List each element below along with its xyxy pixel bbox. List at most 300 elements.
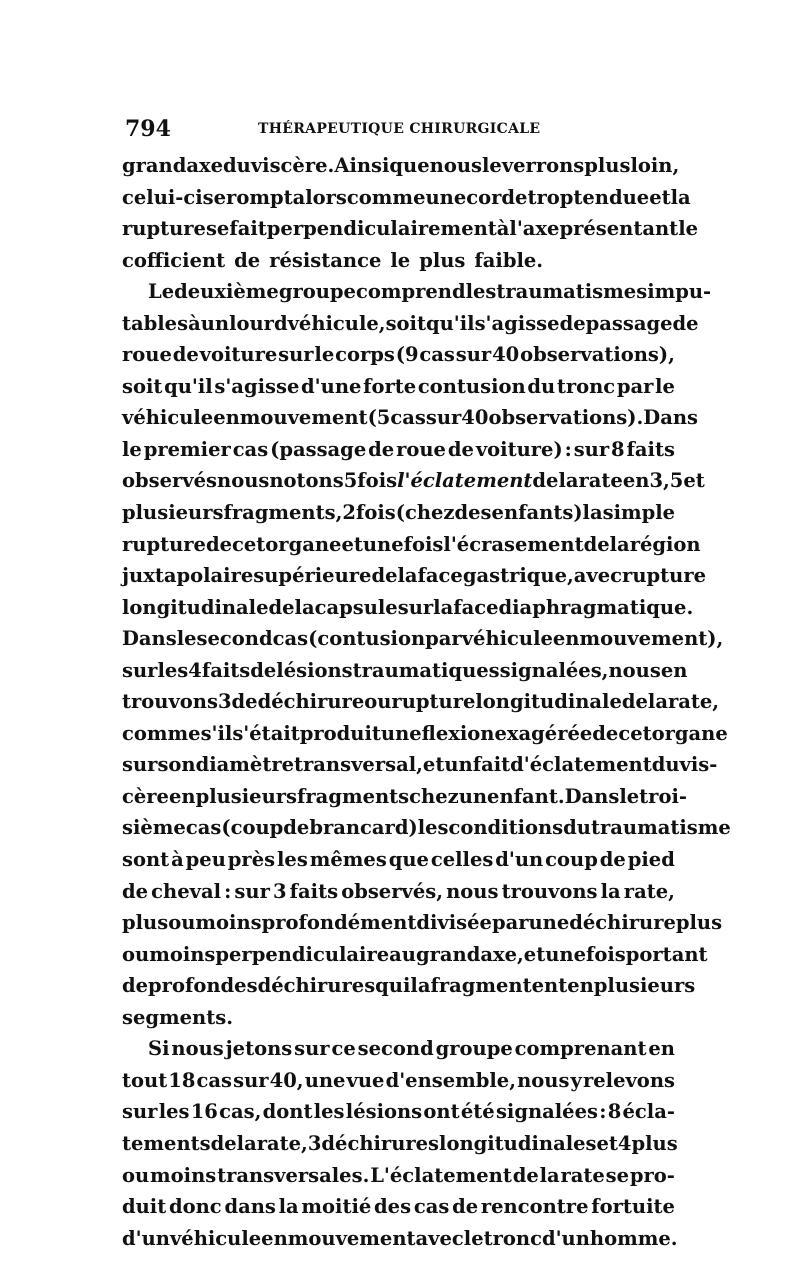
word: cas (390, 406, 426, 430)
word: au (389, 942, 416, 966)
word: soit (122, 374, 163, 398)
word: cofficient (122, 248, 226, 272)
word: contusion (417, 374, 526, 398)
word: diaphragmatique. (498, 595, 694, 619)
word: fait (229, 217, 267, 241)
word: le (390, 248, 411, 272)
word: verrons (501, 154, 585, 177)
word: corps (335, 343, 395, 367)
word: d'un (541, 1226, 590, 1250)
word: vis- (679, 753, 718, 777)
word: l'éclatement (397, 469, 533, 493)
word: Si (148, 1037, 170, 1061)
word: sur (573, 437, 610, 461)
word: 18 (168, 1068, 196, 1092)
word: de (532, 469, 559, 493)
word: Dans (564, 784, 620, 808)
word: et (596, 1131, 618, 1155)
word: cère (122, 784, 169, 808)
word: se (205, 217, 230, 241)
text-line (122, 465, 705, 497)
word: la (558, 469, 579, 493)
word: d'une (301, 374, 362, 398)
word: la (294, 595, 315, 619)
word: faits (201, 658, 251, 682)
word: loin, (630, 154, 680, 177)
word: ce (331, 1037, 356, 1061)
word: nous (217, 469, 270, 493)
text-line (122, 686, 720, 718)
word: de (231, 690, 258, 714)
word: traumatismes (496, 280, 648, 304)
word: enfants) (491, 501, 583, 525)
word: ou (122, 1163, 150, 1187)
word: nous (446, 879, 499, 903)
word: second (196, 627, 273, 651)
word: la (647, 690, 668, 714)
word: de (599, 848, 626, 872)
word: en (622, 469, 650, 493)
running-head (125, 116, 675, 142)
word: qui (375, 974, 411, 998)
word: 40 (492, 343, 520, 367)
word: sur (278, 343, 314, 367)
word: à (188, 311, 201, 335)
word: de (621, 690, 648, 714)
word: véhicule (169, 1226, 262, 1250)
word: 3 (217, 690, 232, 714)
word: viscère. (250, 154, 335, 177)
word: un (444, 753, 473, 777)
word: le (176, 627, 197, 651)
word: plus (675, 911, 723, 935)
word: du (563, 816, 591, 840)
word: brancard) (309, 816, 418, 840)
word: du (223, 154, 251, 177)
word: observés, (341, 879, 443, 903)
word: 3 (272, 879, 287, 903)
word: donc (168, 1195, 222, 1219)
word: moins (195, 911, 262, 935)
word: coup (545, 848, 598, 872)
word: Dans (643, 406, 698, 430)
word: un (200, 311, 230, 335)
word: rate, (256, 1131, 308, 1155)
word: notons (269, 469, 344, 493)
word: lourd (229, 311, 288, 335)
word: homme. (589, 1226, 678, 1250)
word: nous (171, 1037, 224, 1061)
word: 3,5 (649, 469, 684, 493)
word: d'un (495, 848, 544, 872)
word: le (314, 343, 335, 367)
word: des (454, 501, 492, 525)
word: une (545, 942, 586, 966)
word: résistance (269, 248, 382, 272)
word: écla- (622, 1100, 675, 1124)
word: par (616, 374, 654, 398)
word: de (210, 1131, 237, 1155)
word: la (236, 1131, 257, 1155)
word: vue (346, 1068, 385, 1092)
word: de (122, 974, 149, 998)
word: relevons (582, 1068, 675, 1092)
word: de (234, 248, 261, 272)
word: faits (626, 437, 675, 461)
word: de (592, 721, 619, 745)
word: sur (234, 879, 270, 903)
word: s'il (200, 721, 233, 745)
word: : (564, 437, 572, 461)
word: la (609, 532, 630, 556)
word: la (600, 879, 621, 903)
text-line (122, 402, 698, 434)
word: avec (573, 564, 623, 588)
text-line (122, 434, 675, 466)
word: l'écrasement (443, 532, 584, 556)
word: véhicule (122, 406, 214, 430)
word: nous (517, 1068, 570, 1092)
word: la (582, 501, 603, 525)
word: la (670, 185, 691, 209)
word: sur (294, 1037, 330, 1061)
text-line (122, 749, 718, 781)
word: profondément (261, 911, 417, 935)
text-line (122, 939, 708, 971)
text-line (122, 1160, 675, 1192)
word: une (380, 721, 422, 745)
word: 5 (343, 469, 358, 493)
word: cas (413, 1195, 450, 1219)
word: une (425, 185, 467, 209)
word: ont (423, 1100, 460, 1124)
text-line (122, 1223, 678, 1255)
text-line (122, 182, 691, 214)
word: sième (122, 816, 186, 840)
word: Le (148, 280, 175, 304)
word: de (205, 532, 232, 556)
word: exagérée (494, 721, 593, 745)
word: cheval (151, 879, 221, 903)
word: perpendiculairement (266, 217, 497, 241)
word: organe (651, 721, 728, 745)
text-line (122, 308, 699, 340)
word: en (168, 784, 196, 808)
word: capsule (314, 595, 398, 619)
word: et (649, 185, 671, 209)
text-line (122, 1033, 675, 1065)
word: cet (232, 532, 266, 556)
word: (contusion (308, 627, 426, 651)
word: 4 (188, 658, 202, 682)
word: voiture (199, 343, 278, 367)
text-line (122, 497, 675, 529)
word: (5 (367, 406, 391, 430)
word: L'éclatement (370, 1163, 512, 1187)
word: sur (122, 1100, 158, 1124)
word: les (313, 1100, 345, 1124)
word: tements (122, 1131, 211, 1155)
word: trouvons (122, 690, 218, 714)
text-line (122, 1191, 675, 1223)
word: les (157, 658, 189, 682)
word: tables (122, 311, 189, 335)
word: des (374, 1195, 412, 1219)
word: le (678, 217, 699, 241)
page-number: 794 (125, 116, 171, 142)
word: (9 (395, 343, 419, 367)
word: sont (122, 848, 170, 872)
word: et (341, 532, 363, 556)
word: rate (560, 1163, 605, 1187)
word: signalées, (499, 658, 609, 682)
word: à (496, 217, 510, 241)
word: faits (289, 879, 339, 903)
word: que (388, 848, 429, 872)
word: de (122, 879, 149, 903)
word: d'ensemble, (385, 1068, 517, 1092)
word: impu- (647, 280, 712, 304)
word: en (660, 658, 688, 682)
word: les (465, 280, 497, 304)
word: rate (578, 469, 623, 493)
word: 8 (607, 1100, 622, 1124)
word: face (453, 595, 499, 619)
text-line (122, 623, 724, 655)
word: 40, (269, 1068, 304, 1092)
word: plus (122, 911, 169, 935)
word: y (570, 1068, 582, 1092)
word: cas (419, 343, 455, 367)
word: axe, (480, 942, 524, 966)
word: tronc (556, 374, 616, 398)
word: fragments, (223, 501, 343, 525)
word: mêmes (309, 848, 387, 872)
word: : (599, 1100, 607, 1124)
word: le (619, 784, 640, 808)
word: mouvement), (579, 627, 724, 651)
word: la (278, 1195, 299, 1219)
word: traumatiques (352, 658, 500, 682)
word: rencontre (480, 1195, 589, 1219)
word: déchirure (569, 911, 676, 935)
word: qu'il (425, 311, 475, 335)
word: sur (397, 595, 434, 619)
word: s'était (232, 721, 300, 745)
word: de (250, 658, 277, 682)
word: comprend (355, 280, 466, 304)
word: pro- (629, 1163, 675, 1187)
word: 3 (307, 1131, 322, 1155)
word: supérieure (253, 564, 372, 588)
word: et (523, 942, 546, 966)
text-line (122, 560, 706, 592)
word: moins (149, 942, 216, 966)
word: fois (355, 501, 396, 525)
word: de (283, 816, 310, 840)
word: passage (585, 311, 673, 335)
word: les (417, 816, 449, 840)
word: roue (122, 343, 172, 367)
word: déchirures (321, 1131, 440, 1155)
word: comprenant (514, 1037, 647, 1061)
word: sur (122, 658, 158, 682)
text-line (122, 245, 675, 277)
word: plusieurs (122, 501, 224, 525)
word: segments. (122, 1005, 234, 1029)
word: avec (415, 1226, 464, 1250)
word: cas, (219, 1100, 262, 1124)
word: gastrique, (462, 564, 574, 588)
text-line (122, 781, 687, 813)
word: nous (608, 658, 661, 682)
word: lésions (345, 1100, 423, 1124)
word: enfant. (487, 784, 565, 808)
word: une (362, 532, 404, 556)
word: roue (396, 437, 446, 461)
word: rate, (667, 690, 720, 714)
word: chez (409, 784, 459, 808)
word: une (528, 911, 570, 935)
word: de (512, 1163, 539, 1187)
text-line (122, 970, 696, 1002)
word: près (227, 848, 276, 872)
word: le (463, 1226, 484, 1250)
word: à (171, 848, 184, 872)
word: ou (168, 911, 196, 935)
word: troi- (639, 784, 687, 808)
word: observations), (520, 343, 675, 367)
word: axe (186, 154, 224, 177)
word: et (422, 753, 445, 777)
word: véhicule (461, 627, 553, 651)
word: sur (122, 753, 158, 777)
word: organe (265, 532, 342, 556)
word: véhicule, (287, 311, 386, 335)
word: plus (419, 248, 466, 272)
word: plus (584, 154, 631, 177)
word: fait (472, 753, 511, 777)
word: les (158, 1100, 190, 1124)
text-line (122, 655, 688, 687)
word: l'axe (509, 217, 560, 241)
word: se (202, 185, 227, 209)
word: (coup (221, 816, 284, 840)
text-line (122, 812, 731, 844)
text-line (122, 1096, 675, 1128)
word: longitudinales (439, 1131, 597, 1155)
word: le (481, 154, 502, 177)
word: rompt (226, 185, 293, 209)
word: se (605, 1163, 630, 1187)
word: par (491, 911, 529, 935)
word: comme (122, 721, 201, 745)
word: divisée (416, 911, 492, 935)
word: rate, (623, 879, 675, 903)
word: 2 (342, 501, 356, 525)
word: produit (299, 721, 381, 745)
word: soit (385, 311, 426, 335)
text-line (122, 213, 699, 245)
word: dont (262, 1100, 313, 1124)
word: mouvement (287, 1226, 416, 1250)
word: de (672, 311, 699, 335)
word: rupture (622, 564, 706, 588)
word: et (683, 469, 705, 493)
text-line (122, 907, 723, 939)
word: par (425, 627, 462, 651)
word: du (651, 753, 680, 777)
word: de (371, 564, 398, 588)
word: la (397, 564, 418, 588)
word: voiture) (475, 437, 563, 461)
body-text (122, 150, 731, 1254)
word: tendue (573, 185, 650, 209)
text-line (122, 844, 675, 876)
word: premier (143, 437, 231, 461)
word: de (583, 532, 610, 556)
word: déchirures (257, 974, 376, 998)
text-line (122, 876, 675, 908)
word: cet (618, 721, 652, 745)
word: la (433, 595, 454, 619)
word: que (389, 154, 430, 177)
word: juxtapolaire (122, 564, 254, 588)
text-line (122, 339, 675, 371)
word: signalées (495, 1100, 598, 1124)
word: cas (196, 1068, 233, 1092)
word: Ainsi (334, 154, 390, 177)
word: grand (415, 942, 481, 966)
running-title: THÉRAPEUTIQUE CHIRURGICALE (258, 121, 541, 137)
word: fortuite (591, 1195, 675, 1219)
word: (chez (395, 501, 455, 525)
word: groupe (278, 280, 356, 304)
word: de (447, 437, 474, 461)
word: 16 (190, 1100, 218, 1124)
word: cas (272, 627, 309, 651)
word: traumatisme (590, 816, 731, 840)
word: flexion (421, 721, 495, 745)
word: conditions (448, 816, 564, 840)
word: portant (625, 942, 708, 966)
word: longitudinale (122, 595, 269, 619)
word: plus (631, 1131, 678, 1155)
word: Dans (122, 627, 177, 651)
word: d'éclatement (510, 753, 652, 777)
word: moins (150, 1163, 217, 1187)
word: forte (363, 374, 417, 398)
word: tout (122, 1068, 168, 1092)
word: de (268, 595, 295, 619)
word: été (460, 1100, 495, 1124)
text-line (122, 371, 675, 403)
word: sur (455, 343, 492, 367)
word: de (559, 311, 586, 335)
word: du (527, 374, 556, 398)
text-line (122, 150, 680, 182)
word: celles (430, 848, 494, 872)
word: faible. (474, 248, 544, 272)
word: qu'il (164, 374, 213, 398)
text-line (122, 529, 701, 561)
word: longitudinale (475, 690, 622, 714)
word: diamètre (195, 753, 295, 777)
word: en (648, 1037, 675, 1061)
word: un (458, 784, 488, 808)
text-line (122, 592, 694, 624)
word: en (261, 1226, 288, 1250)
